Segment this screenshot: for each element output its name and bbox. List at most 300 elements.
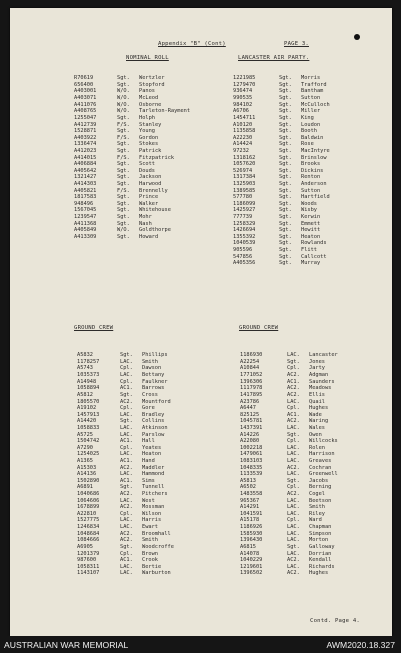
surname: Smith xyxy=(142,537,158,544)
surname: Bradley xyxy=(142,411,165,418)
surname: Warburton xyxy=(142,570,171,577)
service-number: A414303 xyxy=(74,181,97,187)
service-number: 1425927 xyxy=(233,207,256,214)
surname: Panos xyxy=(139,88,155,95)
rank: Sgt. xyxy=(279,227,292,234)
service-number: 1479061 xyxy=(240,451,263,458)
service-number: A14226 xyxy=(240,431,260,438)
surname: Mossman xyxy=(142,504,165,511)
surname: Riley xyxy=(309,510,325,517)
rank: AC2. xyxy=(287,418,300,425)
ground-left-numbers xyxy=(77,339,99,590)
service-number: A6502 xyxy=(240,484,256,491)
service-number: A403001 xyxy=(74,88,97,95)
surname: Flitt xyxy=(301,247,317,254)
service-number: 1058894 xyxy=(77,385,100,392)
service-number: A22230 xyxy=(233,134,253,141)
rank: AC2. xyxy=(120,530,133,537)
surname: Jarty xyxy=(309,365,325,372)
service-number: R70619 xyxy=(74,75,94,82)
rank: AC1. xyxy=(287,411,300,418)
service-number: A405356 xyxy=(233,260,256,267)
service-number: A14078 xyxy=(240,550,260,557)
surname: Kerwin xyxy=(301,214,321,221)
rank: W/O. xyxy=(117,101,130,108)
surname: Nash xyxy=(139,220,152,227)
rank: Sgt. xyxy=(117,207,130,214)
rank: LAC. xyxy=(287,352,300,359)
rank: Sgt. xyxy=(279,75,292,82)
ground-right-ranks xyxy=(287,339,300,590)
service-number: 1084666 xyxy=(77,537,100,544)
surname: Patrick xyxy=(139,147,162,154)
rank: Sgt. xyxy=(279,128,292,135)
surname: Woodcroffe xyxy=(142,543,174,550)
service-number: 1219601 xyxy=(240,563,263,570)
surname: Hewitt xyxy=(301,227,321,234)
rank: Sgt. xyxy=(120,352,133,359)
service-number: A22080 xyxy=(240,438,260,445)
rank: Sgt. xyxy=(279,187,292,194)
rank: LAC. xyxy=(287,504,300,511)
service-number: 1437391 xyxy=(240,424,263,431)
document-page xyxy=(10,8,392,636)
surname: Sutton xyxy=(301,187,321,194)
rank: Sgt. xyxy=(117,141,130,148)
rank: Sgt. xyxy=(279,114,292,121)
service-number: 1133539 xyxy=(240,471,263,478)
service-number: A411368 xyxy=(74,220,97,227)
rank: LAC. xyxy=(120,563,133,570)
service-number: 656400 xyxy=(74,81,94,88)
rank: AC2. xyxy=(120,537,133,544)
rank: LAC. xyxy=(287,510,300,517)
surname: Young xyxy=(139,128,155,135)
rank: Sgt. xyxy=(279,174,292,181)
aircrew-left-numbers xyxy=(74,62,96,254)
service-number: A412739 xyxy=(74,121,97,128)
service-number: 1528871 xyxy=(74,128,97,135)
rank: AC1. xyxy=(120,557,133,564)
rank: W/O. xyxy=(117,227,130,234)
rank: F/S. xyxy=(117,121,130,128)
surname: Morton xyxy=(309,537,329,544)
surname: Douds xyxy=(139,167,155,174)
service-number: 97232 xyxy=(233,147,249,154)
ground-right-numbers xyxy=(240,339,262,590)
service-number: 1048684 xyxy=(77,530,100,537)
rank: LAC. xyxy=(287,471,300,478)
rank: LAC. xyxy=(287,550,300,557)
surname: Heaton xyxy=(301,233,321,240)
service-number: A6815 xyxy=(240,543,256,550)
rank: Sgt. xyxy=(279,181,292,187)
service-number: 1355392 xyxy=(233,233,256,240)
surname: Tarleton-Rayment xyxy=(139,108,191,115)
service-number: A405849 xyxy=(74,227,97,234)
service-number: A5725 xyxy=(77,431,93,438)
rank: LAC. xyxy=(120,372,133,379)
rank: AC2. xyxy=(287,491,300,498)
rank: AC2. xyxy=(120,504,133,511)
service-number: 1336474 xyxy=(74,141,97,148)
service-number: A403071 xyxy=(74,95,97,102)
surname: Smith xyxy=(309,504,325,511)
rank: LAC. xyxy=(120,570,133,577)
surname: Parslow xyxy=(142,431,165,438)
rank: Sgt. xyxy=(287,477,300,484)
rank: LAC. xyxy=(120,471,133,478)
rank: LAC. xyxy=(287,563,300,570)
surname: Owen xyxy=(309,431,322,438)
service-number: 990535 xyxy=(233,95,253,102)
surname: Stokes xyxy=(139,141,159,148)
archive-footer xyxy=(0,636,401,653)
surname: Holph xyxy=(139,114,155,121)
rank: F/S. xyxy=(117,154,130,161)
rank: Sgt. xyxy=(279,240,292,247)
ground-crew-heading-right: GROUND CREW xyxy=(239,325,279,331)
rank: Sgt. xyxy=(279,154,292,161)
service-number: A411076 xyxy=(74,101,97,108)
service-number: 1035373 xyxy=(77,372,100,379)
service-number: A414015 xyxy=(74,154,97,161)
surname: Bettany xyxy=(142,372,165,379)
punch-hole xyxy=(354,34,360,40)
surname: Stopford xyxy=(139,81,165,88)
surname: Booth xyxy=(301,128,317,135)
ground-left-names xyxy=(142,339,174,590)
service-number: 825125 xyxy=(240,411,260,418)
rank: Sgt. xyxy=(279,95,292,102)
surname: Hall xyxy=(142,438,155,445)
service-number: A14136 xyxy=(77,471,97,478)
rank: Sgt. xyxy=(279,253,292,260)
service-number: 1064606 xyxy=(77,497,100,504)
surname: Ellis xyxy=(309,391,325,398)
surname: Jones xyxy=(309,358,325,365)
rank: Cpl. xyxy=(287,365,300,372)
service-number: 547856 xyxy=(233,253,253,260)
rank: LAC. xyxy=(120,358,133,365)
surname: Barrows xyxy=(142,385,165,392)
rank: LAC. xyxy=(287,497,300,504)
service-number: 1045781 xyxy=(240,418,263,425)
surname: Morris xyxy=(301,75,321,82)
service-number: 1258329 xyxy=(233,220,256,227)
service-number: A412023 xyxy=(74,147,97,154)
surname: Beetson xyxy=(309,497,332,504)
service-number: 1057620 xyxy=(233,161,256,168)
rank: LAC. xyxy=(287,444,300,451)
service-number: A14424 xyxy=(233,141,253,148)
surname: Meadows xyxy=(309,385,332,392)
surname: Emmett xyxy=(301,220,321,227)
rank: Sgt. xyxy=(279,101,292,108)
surname: Rose xyxy=(301,141,314,148)
surname: Willcocks xyxy=(309,438,338,445)
surname: Adgman xyxy=(309,372,329,379)
service-number: 1318162 xyxy=(233,154,256,161)
surname: Simpson xyxy=(309,530,332,537)
surname: Callcott xyxy=(301,253,327,260)
rank: Sgt. xyxy=(117,114,130,121)
rank: LAC. xyxy=(120,424,133,431)
service-number: A7290 xyxy=(77,444,93,451)
surname: Jacobs xyxy=(309,477,329,484)
service-number: 905596 xyxy=(233,247,253,254)
service-number: 1040539 xyxy=(233,240,256,247)
surname: Atkinson xyxy=(142,424,168,431)
service-number: 1135858 xyxy=(233,128,256,135)
rank: AC2. xyxy=(287,557,300,564)
service-number: A5743 xyxy=(77,365,93,372)
appendix-heading: Appendix "B" (Cont) xyxy=(158,41,226,47)
surname: Sims xyxy=(142,477,155,484)
surname: Ewart xyxy=(142,524,158,531)
service-number: 1083103 xyxy=(240,458,263,464)
rank: Sgt. xyxy=(279,260,292,267)
rank: Sgt. xyxy=(279,88,292,95)
rank: Cpl. xyxy=(287,405,300,412)
surname: Collins xyxy=(142,418,165,425)
rank: LAC. xyxy=(120,497,133,504)
service-number: 1002218 xyxy=(240,444,263,451)
service-number: A15303 xyxy=(77,464,97,471)
service-number: 1771052 xyxy=(240,372,263,379)
surname: Loudon xyxy=(301,121,321,128)
service-number: A23786 xyxy=(240,398,260,405)
rank: Sgt. xyxy=(117,75,130,82)
surname: Ward xyxy=(309,517,322,524)
service-number: 1585930 xyxy=(240,530,263,537)
service-number: 1389585 xyxy=(233,187,256,194)
service-number: A10120 xyxy=(233,121,253,128)
service-number: A406884 xyxy=(74,161,97,168)
surname: Hartfield xyxy=(301,194,330,201)
rank: Sgt. xyxy=(279,161,292,168)
service-number: 1417895 xyxy=(240,391,263,398)
service-number: 1483558 xyxy=(240,491,263,498)
rank: LAC. xyxy=(287,524,300,531)
service-number: A10844 xyxy=(240,365,260,372)
rank: AC2. xyxy=(120,464,133,471)
service-number: 1040686 xyxy=(77,491,100,498)
rank: Cpl. xyxy=(287,517,300,524)
surname: Miller xyxy=(301,108,321,115)
surname: Waring xyxy=(309,418,329,425)
rank: Cpl. xyxy=(120,365,133,372)
surname: Dickins xyxy=(301,167,324,174)
nominal-roll-heading: NOMINAL ROLL xyxy=(126,55,169,61)
service-number: 1186930 xyxy=(240,352,263,359)
aircrew-right-ranks xyxy=(279,62,292,280)
surname: Gore xyxy=(142,405,155,412)
rank: LAC. xyxy=(120,524,133,531)
rank: Sgt. xyxy=(120,391,133,398)
service-number: 984102 xyxy=(233,101,253,108)
service-number: A5832 xyxy=(77,352,93,359)
rank: Sgt. xyxy=(279,108,292,115)
surname: Crook xyxy=(142,557,158,564)
rank: LAC. xyxy=(287,398,300,405)
surname: Osborne xyxy=(139,101,162,108)
surname: Trafford xyxy=(301,81,327,88)
rank: AC2. xyxy=(287,385,300,392)
surname: Woods xyxy=(301,200,317,207)
rank: Sgt. xyxy=(287,543,300,550)
surname: Hand xyxy=(142,458,155,464)
service-number: 1317384 xyxy=(233,174,256,181)
rank: Sgt. xyxy=(279,220,292,227)
surname: Cochran xyxy=(309,464,332,471)
rank: Sgt. xyxy=(117,81,130,88)
surname: Quail xyxy=(309,398,325,405)
rank: Cpl. xyxy=(120,550,133,557)
surname: Wisby xyxy=(301,207,317,214)
surname: Dorrian xyxy=(309,550,332,557)
rank: LAC. xyxy=(120,431,133,438)
service-number: 1254025 xyxy=(77,451,100,458)
rank: AC2. xyxy=(120,398,133,405)
service-number: 1186099 xyxy=(233,200,256,207)
rank: Sgt. xyxy=(117,181,130,187)
rank: AC1. xyxy=(120,385,133,392)
surname: Saunders xyxy=(309,378,335,385)
service-number: 1396502 xyxy=(240,570,263,577)
service-number: 1426694 xyxy=(233,227,256,234)
surname: Howard xyxy=(139,233,159,240)
service-number: 1396430 xyxy=(240,537,263,544)
service-number: 1504742 xyxy=(77,438,100,445)
service-number: 948496 xyxy=(74,200,94,207)
rank: Sgt. xyxy=(117,128,130,135)
service-number: A408765 xyxy=(74,108,97,115)
surname: Gordon xyxy=(139,134,159,141)
service-number: A405821 xyxy=(74,187,97,194)
rank: Sgt. xyxy=(279,214,292,221)
rank: Sgt. xyxy=(287,431,300,438)
surname: Hughes xyxy=(309,570,329,577)
rank: LAC. xyxy=(120,411,133,418)
service-number: 1454711 xyxy=(233,114,256,121)
rank: AC1. xyxy=(287,378,300,385)
service-number: A5812 xyxy=(77,391,93,398)
surname: Jackson xyxy=(139,174,162,181)
rank: Cpl. xyxy=(287,484,300,491)
surname: Tunnell xyxy=(142,484,165,491)
rank: AC2. xyxy=(287,372,300,379)
surname: Richards xyxy=(309,563,335,570)
rank: Sgt. xyxy=(279,141,292,148)
surname: Brennelly xyxy=(139,187,168,194)
service-number: 1239547 xyxy=(74,214,97,221)
service-number: 777739 xyxy=(233,214,253,221)
surname: Renton xyxy=(301,174,321,181)
rank: Sgt. xyxy=(279,81,292,88)
surname: Bertie xyxy=(142,563,162,570)
rank: Sgt. xyxy=(117,147,130,154)
page-number: PAGE 3. xyxy=(284,41,309,47)
aircrew-right-names xyxy=(301,62,330,280)
ground-crew-heading-left: GROUND CREW xyxy=(74,325,114,331)
service-number: 936474 xyxy=(233,88,253,95)
rank: LAC. xyxy=(287,530,300,537)
rank: Sgt. xyxy=(117,194,130,201)
surname: Stanley xyxy=(139,121,162,128)
surname: Chapman xyxy=(309,524,332,531)
service-number: A14420 xyxy=(77,418,97,425)
rank: Sgt. xyxy=(279,200,292,207)
surname: Mohr xyxy=(139,214,152,221)
surname: Brinslow xyxy=(301,154,327,161)
service-number: 1221985 xyxy=(233,75,256,82)
service-number: A5813 xyxy=(240,477,256,484)
surname: Cross xyxy=(142,391,158,398)
rank: Cpl. xyxy=(287,438,300,445)
surname: Wertzler xyxy=(139,75,165,82)
surname: McCulloch xyxy=(301,101,330,108)
surname: Hughes xyxy=(309,405,329,412)
surname: Harris xyxy=(142,517,162,524)
service-number: A15178 xyxy=(240,517,260,524)
service-number: 577780 xyxy=(233,194,253,201)
aircrew-left-ranks xyxy=(117,62,130,254)
surname: Dawson xyxy=(142,365,162,372)
rank: AC2. xyxy=(287,464,300,471)
rank: LAC. xyxy=(120,451,133,458)
rank: Sgt. xyxy=(117,220,130,227)
aircrew-left-names xyxy=(139,62,190,254)
service-number: A14948 xyxy=(77,378,97,385)
rank: Sgt. xyxy=(279,247,292,254)
surname: Rowlands xyxy=(301,240,327,247)
surname: Cogel xyxy=(309,491,325,498)
reference-number: AWM2020.18.327 xyxy=(326,640,395,650)
service-number: A6905 xyxy=(77,543,93,550)
rank: Sgt. xyxy=(279,167,292,174)
rank: F/S. xyxy=(117,187,130,194)
service-number: A22810 xyxy=(77,510,97,517)
rank: AC2. xyxy=(287,570,300,577)
surname: Baldwin xyxy=(301,134,324,141)
service-number: 1246834 xyxy=(77,524,100,531)
rank: LAC. xyxy=(287,458,300,464)
service-number: 526974 xyxy=(233,167,253,174)
service-number: A413309 xyxy=(74,233,97,240)
rank: LAC. xyxy=(287,537,300,544)
surname: Wilson xyxy=(142,510,162,517)
rank: Sgt. xyxy=(117,174,130,181)
service-number: A6706 xyxy=(233,108,249,115)
surname: Walker xyxy=(139,200,159,207)
service-number: 1143107 xyxy=(77,570,100,577)
service-number: A403922 xyxy=(74,134,97,141)
surname: Berning xyxy=(309,484,332,491)
rank: AC1. xyxy=(120,458,133,464)
surname: Bantham xyxy=(301,88,324,95)
rank: Cpl. xyxy=(120,378,133,385)
rank: AC1. xyxy=(120,438,133,445)
rank: W/O. xyxy=(117,108,130,115)
institution-label: AUSTRALIAN WAR MEMORIAL xyxy=(4,640,129,650)
rank: LAC. xyxy=(120,517,133,524)
rank: W/O. xyxy=(117,88,130,95)
service-number: 1117978 xyxy=(240,385,263,392)
surname: Whitehouse xyxy=(139,207,171,214)
service-number: 1048335 xyxy=(240,464,263,471)
surname: Mountford xyxy=(142,398,171,405)
